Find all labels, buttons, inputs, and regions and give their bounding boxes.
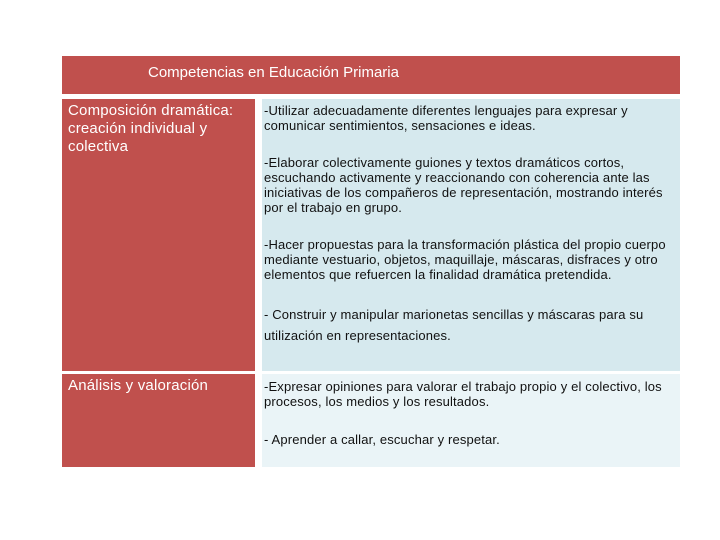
row-content (262, 374, 680, 467)
column-divider (255, 374, 262, 467)
list-item: -Expresar opiniones para valorar el trabajo propio y el colectivo, los procesos, los medios y los resultados. (264, 379, 662, 409)
list-item: - Construir y manipular marionetas sencillas y máscaras para su utilización en representaciones. (264, 307, 644, 343)
row-content (262, 99, 680, 371)
row-label: Análisis y valoración (62, 374, 255, 467)
list-item: - Aprender a callar, escuchar y respetar. (264, 432, 500, 447)
table-header (62, 56, 680, 94)
table-title: Competencias en Educación Primaria (148, 64, 399, 81)
table-row (62, 374, 680, 467)
row-label: Composición dramática: creación individual y colectiva (62, 99, 255, 371)
list-item: -Utilizar adecuadamente diferentes lenguajes para expresar y comunicar sentimientos, sensaciones e ideas. (264, 103, 628, 133)
column-divider (255, 99, 262, 371)
list-item: -Elaborar colectivamente guiones y textos dramáticos cortos, escuchando activamente y reaccionando con coherencia ante las iniciativas de los compañeros de representación, mostrando interés por el trabajo en grupo. (264, 155, 663, 215)
table-row (62, 99, 680, 371)
competencias-table (62, 56, 680, 467)
list-item: -Hacer propuestas para la transformación plástica del propio cuerpo mediante vestuario, objetos, maquillaje, máscaras, disfraces y otro elementos que refuercen la finalidad dramática pretendida. (264, 237, 666, 282)
